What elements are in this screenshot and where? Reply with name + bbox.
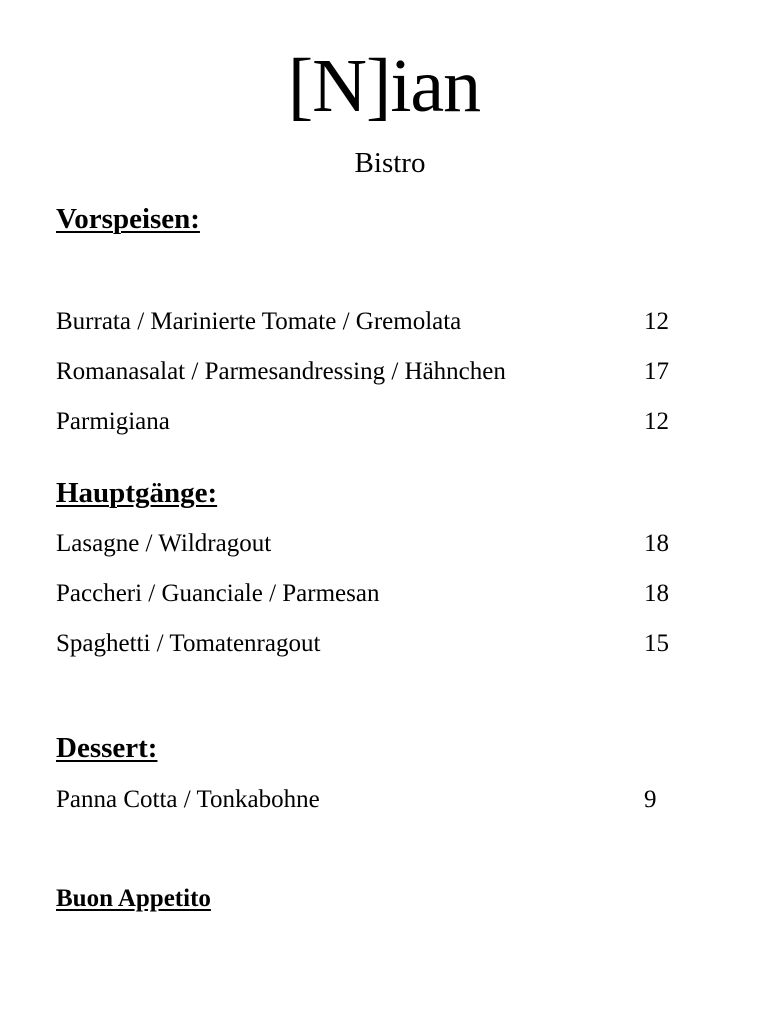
menu-item-price: 15 <box>644 630 669 657</box>
restaurant-subtitle: Bistro <box>354 147 426 179</box>
menu-item <box>56 579 676 609</box>
menu-item-name: Parmigiana <box>56 408 170 435</box>
menu-item-price: 18 <box>644 580 669 607</box>
section-heading-dessert: Dessert: <box>56 732 158 764</box>
menu-item-name: Panna Cotta / Tonkabohne <box>56 786 320 813</box>
closing-text: Buon Appetito <box>56 885 211 912</box>
menu-item-price: 12 <box>644 308 669 335</box>
menu-item-name: Spaghetti / Tomatenragout <box>56 630 321 657</box>
menu-item-price: 9 <box>644 786 657 813</box>
menu-item <box>56 357 676 387</box>
menu-item-price: 18 <box>644 530 669 557</box>
menu-item <box>56 629 676 659</box>
menu-item <box>56 307 676 337</box>
menu-item-name: Burrata / Marinierte Tomate / Gremolata <box>56 308 462 335</box>
section-heading-vorspeisen: Vorspeisen: <box>56 203 200 235</box>
menu-item-name: Lasagne / Wildragout <box>56 530 272 557</box>
menu-item-name: Paccheri / Guanciale / Parmesan <box>56 580 380 607</box>
section-heading-hauptgaenge: Hauptgänge: <box>56 477 218 509</box>
restaurant-name: [N]ian <box>287 44 481 128</box>
menu-item <box>56 407 676 437</box>
menu-item-price: 12 <box>644 408 669 435</box>
menu-item-price: 17 <box>644 358 669 385</box>
menu-item-name: Romanasalat / Parmesandressing / Hähnchen <box>56 358 506 385</box>
menu-item <box>56 785 676 815</box>
menu-item <box>56 529 676 559</box>
